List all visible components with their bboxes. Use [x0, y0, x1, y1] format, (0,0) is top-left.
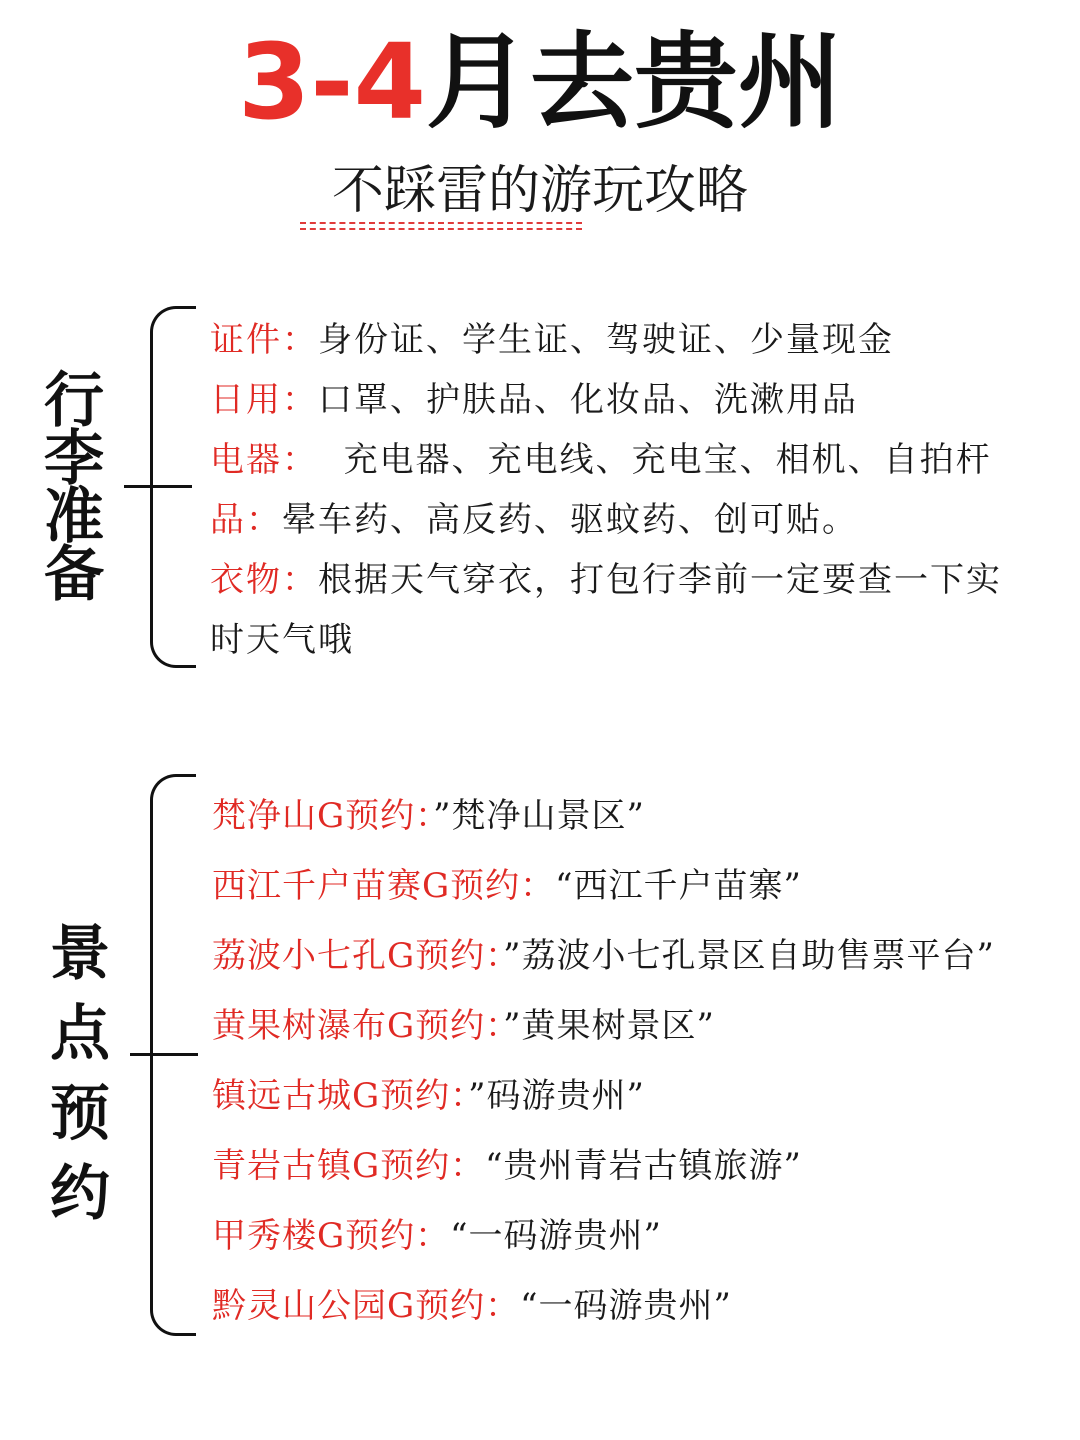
packing-item [210, 372, 858, 421]
booking-item-key: 梵净山G预约： [212, 796, 434, 836]
booking-item-value: ”梵净山景区” [433, 796, 645, 836]
subtitle-underline [300, 222, 582, 230]
booking-section-label [48, 914, 112, 1234]
page-subtitle: 不踩雷的游玩攻略 [331, 161, 748, 221]
packing-item-value: 充电器、充电线、充电宝、相机、自拍杆 [318, 440, 992, 480]
booking-item-value: “一码游贵州” [520, 1286, 732, 1326]
booking-item-value: ”荔波小七孔景区自助售票平台” [503, 936, 995, 976]
packing-item-value: 根据天气穿衣，打包行李前一定要查一下实 [318, 560, 1002, 600]
packing-section-label [42, 366, 106, 610]
booking-item-key: 黔灵山公园G预约： [212, 1286, 521, 1326]
booking-item-key: 西江千户苗赛G预约： [212, 866, 556, 906]
booking-item [212, 858, 802, 907]
packing-item [210, 612, 354, 661]
packing-item [210, 312, 894, 361]
booking-item-key: 黄果树瀑布G预约： [212, 1006, 504, 1046]
packing-label-char: 李 [44, 424, 104, 494]
packing-item-key: 证件： [210, 320, 318, 360]
packing-item-key: 品： [210, 500, 282, 540]
packing-item [210, 552, 1002, 601]
booking-item-key: 荔波小七孔G预约： [212, 936, 504, 976]
booking-item [212, 1208, 662, 1257]
title-destination: 月去贵州 [425, 21, 842, 143]
booking-item-value: ”黄果树景区” [503, 1006, 715, 1046]
booking-item-key: 青岩古镇G预约： [212, 1146, 486, 1186]
packing-bracket-tick [124, 485, 192, 488]
packing-item-value: 晕车药、高反药、驱蚊药、创可贴。 [282, 500, 858, 540]
booking-label-char: 景 [50, 919, 110, 989]
packing-item-value: 口罩、护肤品、化妆品、洗漱用品 [318, 380, 858, 420]
booking-label-char: 点 [50, 999, 110, 1069]
booking-item [212, 928, 995, 977]
packing-item-value: 身份证、学生证、驾驶证、少量现金 [318, 320, 894, 360]
booking-item-key: 甲秀楼G预约： [212, 1216, 451, 1256]
booking-item-value: “一码游贵州” [450, 1216, 662, 1256]
booking-item-value: ”码游贵州” [468, 1076, 645, 1116]
booking-item [212, 788, 645, 837]
packing-item [210, 432, 992, 481]
page-title [0, 22, 1080, 142]
booking-bracket-tick [130, 1053, 198, 1056]
booking-item-key: 镇远古城G预约： [212, 1076, 469, 1116]
booking-item [212, 1138, 802, 1187]
booking-item [212, 998, 715, 1047]
packing-item-key: 衣物： [210, 560, 318, 600]
booking-label-char: 约 [50, 1159, 110, 1229]
packing-item [210, 492, 858, 541]
booking-item-value: “西江千户苗寨” [555, 866, 802, 906]
title-months: 3-4 [238, 21, 426, 143]
booking-item [212, 1068, 645, 1117]
booking-item [212, 1278, 732, 1327]
packing-label-char: 备 [44, 540, 104, 610]
packing-item-key: 电器： [210, 440, 318, 480]
booking-item-value: “贵州青岩古镇旅游” [485, 1146, 802, 1186]
packing-label-char: 行 [44, 366, 104, 436]
packing-label-char: 准 [44, 482, 104, 552]
packing-item-key: 日用： [210, 380, 318, 420]
booking-label-char: 预 [50, 1079, 110, 1149]
packing-item-value: 时天气哦 [210, 620, 354, 660]
